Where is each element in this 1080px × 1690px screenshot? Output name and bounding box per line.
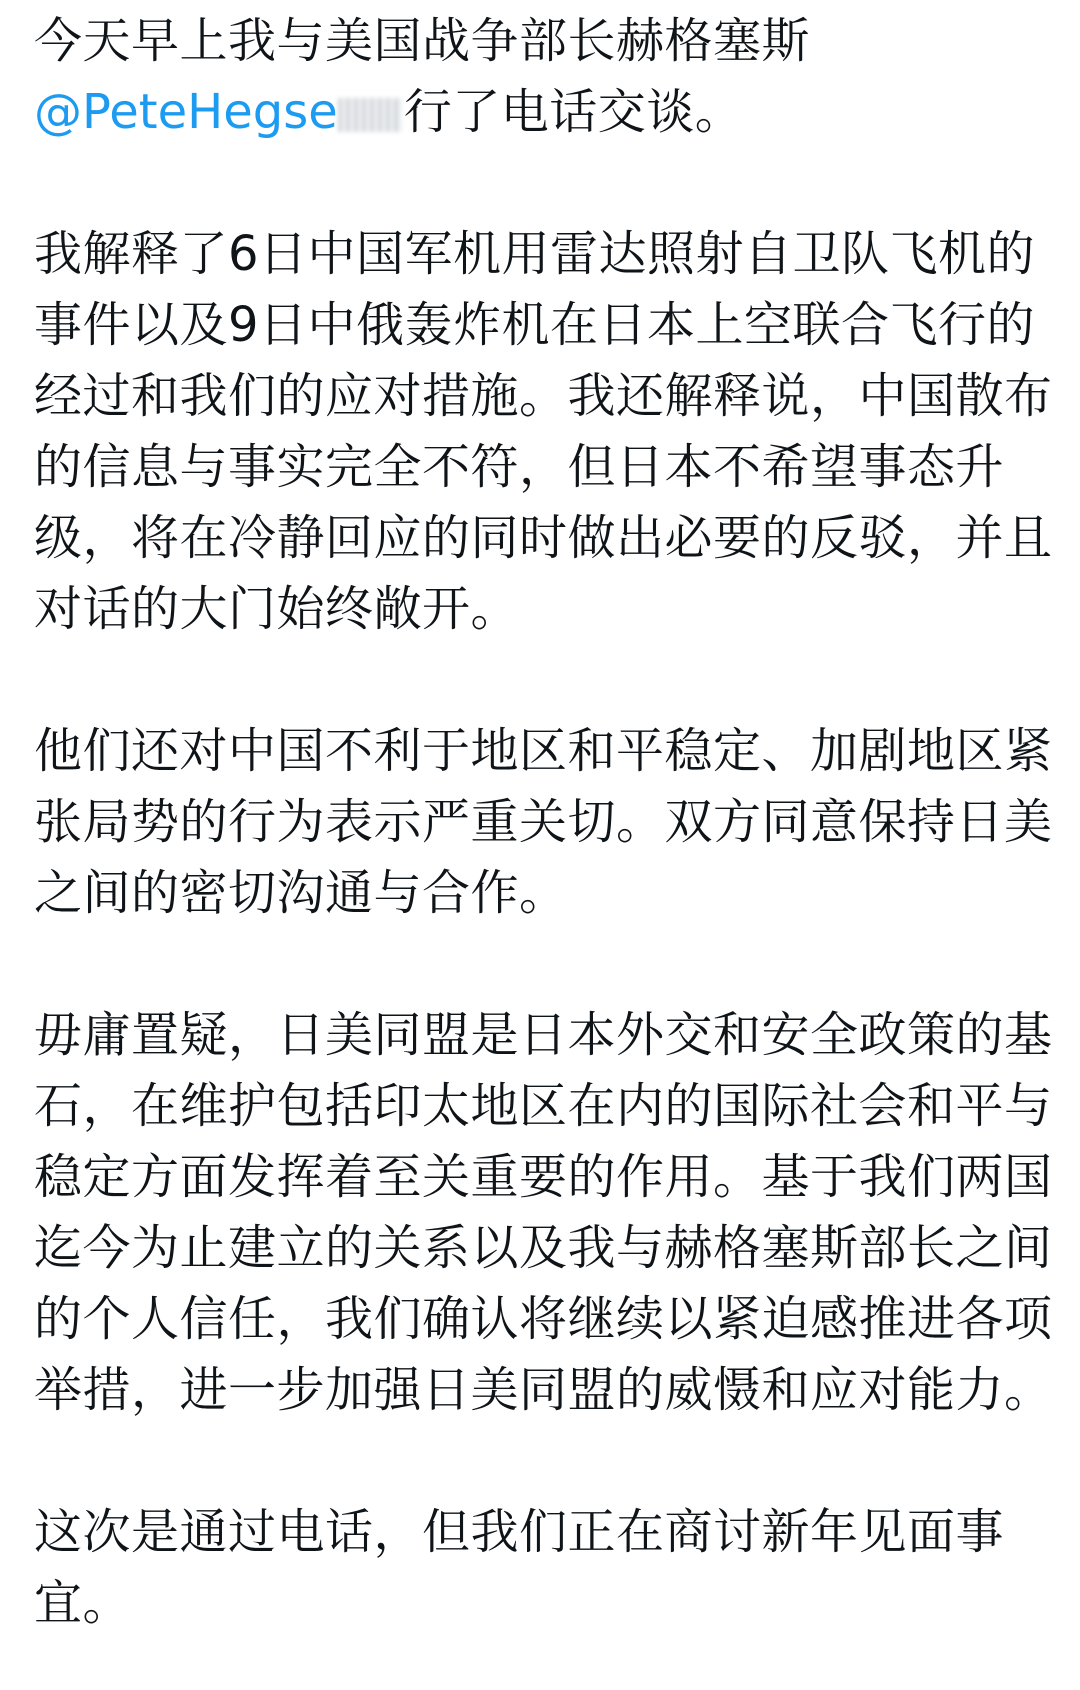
paragraph-1-line-1: 今天早上我与美国战争部长赫格塞斯: [34, 13, 811, 69]
mention-link[interactable]: @PeteHegse: [34, 84, 338, 140]
paragraph-2: 我解释了6日中国军机用雷达照射自卫队飞机的事件以及9日中俄轰炸机在日本上空联合飞行的经过和我们的应对措施。我还解释说，中国散布的信息与事实完全不符，但日本不希望事态升级，将在冷静回应的同时做出必要的反驳，并且对话的大门始终敞开。: [34, 226, 1053, 637]
paragraph-3: 他们还对中国不利于地区和平稳定、加剧地区紧张局势的行为表示严重关切。双方同意保持日美之间的密切沟通与合作。: [34, 723, 1053, 921]
paragraph-4: 毋庸置疑，日美同盟是日本外交和安全政策的基石，在维护包括印太地区在内的国际社会和平与稳定方面发挥着至关重要的作用。基于我们两国迄今为止建立的关系以及我与赫格塞斯部长之间的个人信任，我们确认将继续以紧迫感推进各项举措，进一步加强日美同盟的威慑和应对能力。: [34, 1007, 1053, 1418]
paragraph-1-line-2: 行了电话交谈。: [403, 84, 744, 140]
paragraph-5: 这次是通过电话，但我们正在商讨新年见面事宜。: [34, 1504, 1005, 1631]
redaction-blur: [338, 98, 402, 132]
paragraph-1: [34, 6, 1054, 148]
post-text: [34, 6, 1054, 1639]
